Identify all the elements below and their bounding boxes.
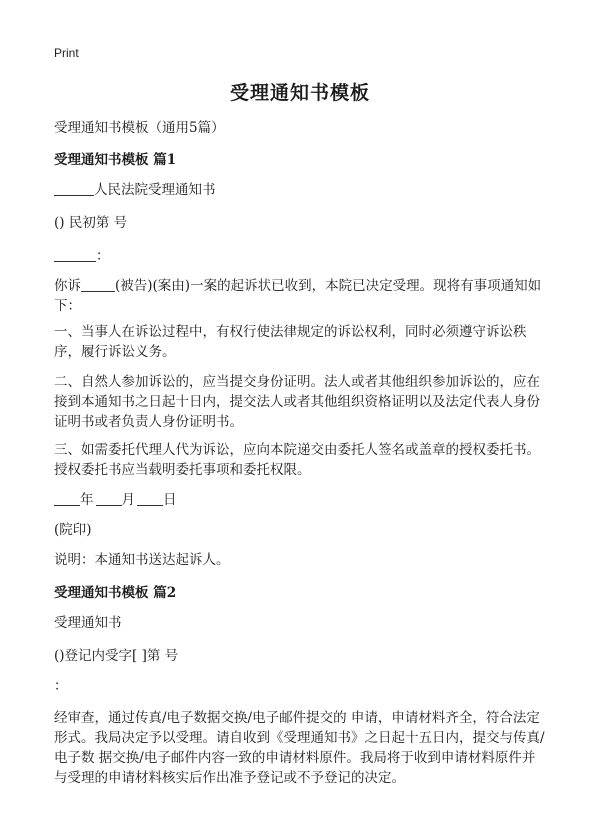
month-blank: [96, 491, 122, 506]
item-1-paragraph: 一、当事人在诉讼过程中，有权行使法律规定的诉讼权利，同时必须遵守诉讼秩序，履行诉讼义务。: [54, 324, 527, 360]
section2-case-number: ()登记内受字[ ]第 号: [54, 648, 179, 664]
month-label: 月: [121, 492, 135, 508]
recipient-colon: ：: [96, 248, 110, 264]
plaintiff-blank: [81, 277, 115, 292]
section2-body-paragraph: 经审查，通过传真/电子数据交换/电子邮件提交的 申请，申请材料齐全，符合法定形式。我局决定予以受理。请自收到《受理通知书》之日起十五日内，提交与传真/电子数 据交换/电子邮件内容一致的申请材料原件。我局将于收到申请材料原件并与受理的申请材料核实后作出准予登记或不予登记的决定。: [54, 710, 545, 786]
day-blank: [137, 491, 163, 506]
intro-text: (被告)(案由)一案的起诉状已收到，本院已决定受理。现将有事项通知如下：: [54, 278, 542, 314]
intro-prefix: 你诉: [54, 278, 81, 294]
case-number-line: () 民初第 号: [54, 215, 128, 231]
recipient-blank: [54, 247, 96, 262]
court-notice-label: 人民法院受理通知书: [94, 182, 216, 198]
item-3-paragraph: 三、如需委托代理人代为诉讼，应向本院递交由委托人签名或盖章的授权委托书。授权委托书应当载明委托事项和委托权限。: [54, 442, 540, 478]
day-label: 日: [163, 492, 177, 508]
section1-heading: 受理通知书模板 篇1: [54, 152, 177, 168]
section2-doc-title: 受理通知书: [54, 615, 122, 631]
section2-colon-line: ：: [54, 678, 68, 694]
seal-line: (院印): [54, 522, 92, 538]
court-name-blank: [54, 181, 94, 196]
year-label: 年: [80, 492, 94, 508]
date-line: [54, 490, 177, 510]
item-2-paragraph: 二、自然人参加诉讼的，应当提交身份证明。法人或者其他组织参加诉讼的，应在接到本通知书之日起十日内，提交法人或者其他组织资格证明以及法定代表人身份证明书或者负责人身份证明书。: [54, 374, 540, 430]
note-line: 说明：本通知书送达起诉人。: [54, 552, 230, 568]
intro-paragraph: [54, 276, 548, 316]
court-notice-line: [54, 180, 216, 200]
section2-heading: 受理通知书模板 篇2: [54, 585, 177, 601]
print-link[interactable]: Print: [54, 46, 79, 60]
recipient-line: [54, 246, 110, 266]
document-title: 受理通知书模板: [229, 82, 370, 104]
document-subtitle: 受理通知书模板（通用5篇）: [54, 120, 225, 136]
year-blank: [54, 491, 80, 506]
